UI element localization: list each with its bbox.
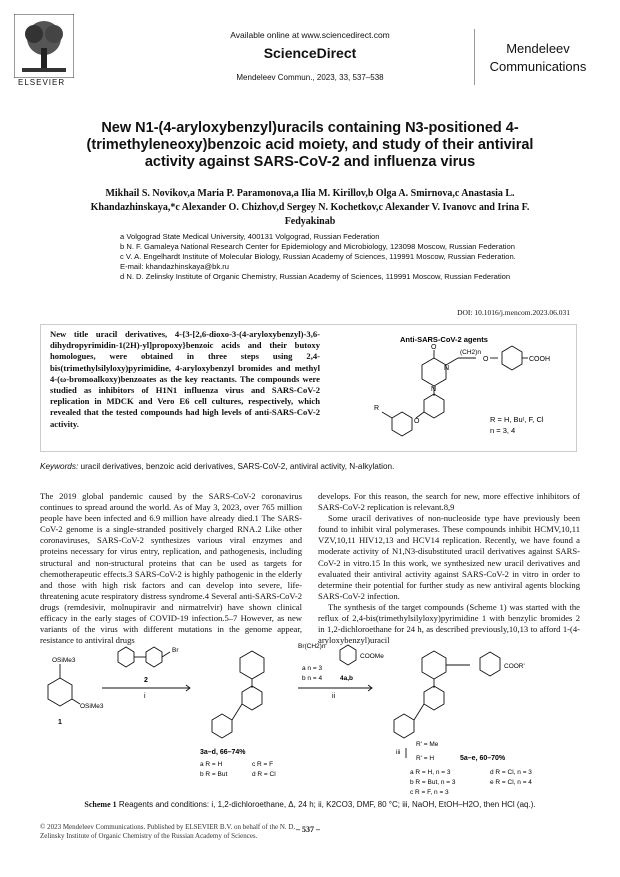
scheme-caption [40,800,580,809]
compound-5d: d R = Cl, n = 3 [490,769,532,776]
sciencedirect-logo-text: ScienceDirect [263,45,357,61]
compound-3a: a R = H [200,761,223,768]
journal-name-line2: Communications [489,59,587,74]
paragraph: The synthesis of the target compounds (Scheme 1) was started with the reflux of 2,4-bis(trimethylsilyloxy)pyrimidine 1 with benzylic bromides 2 in 1,2-dichloroethane for 24 h, as described previously,10,13 to afford 1-(4-aryloxybenzyl)uracil [318,601,580,646]
publisher-name: ELSEVIER [18,78,66,87]
reagent-4-ester: COOMe [360,653,384,660]
reagent-4-chain: Br(CH2)n [298,643,326,650]
keywords [40,462,580,471]
compound-3-label: 3a–d, 66–74% [200,749,246,756]
reagent-4-n3: a n = 3 [302,665,323,672]
compound-3b: b R = But [200,771,228,778]
step-i-label: i [144,693,146,700]
journal-name-line1: Mendeleev [506,41,570,56]
reagent-4-n4: b n = 4 [302,675,323,682]
affiliation-c: c V. A. Engelhardt Institute of Molecular Biology, Russian Academy of Sciences, 119991 Moscow, Russian Federation. E-mail: khandazhinskaya@bk.ru [120,252,516,271]
caption-label: Scheme 1 [84,800,117,809]
caption-text: Reagents and conditions: i, 1,2-dichloroethane, Δ, 24 h; ii, K2CO3, DMF, 80 °C; iii, NaOH, EtOH–H2O, then HCl (aq.). [118,800,536,809]
scheme-1-diagram [40,640,580,800]
r-prime-h: R' = H [416,755,435,762]
journal-citation: Mendeleev Commun., 2023, 33, 537–538 [236,73,384,82]
affiliation-d: d N. D. Zelinsky Institute of Organic Chemistry, Russian Academy of Sciences, 119991 Moscow, Russian Federation [120,272,511,281]
compound-2-label: 2 [144,677,148,684]
graphical-abstract-structure [330,330,570,445]
paragraph: Some uracil derivatives of non-nucleoside type have previously been found to inhibit viral polymerases. These compounds inhibit HCMV,10,11 VZV,10,11 HIV12,13 and HCV14 replication. Recently, we have found a moderate activity of N1,N3-disubstituted uracil derivatives against SARS-CoV-2 in vitro.15 In this work, we synthesized new uracil derivatives and evaluated their antiviral activity against SARS-CoV-2 in vitro in order to determine their potential for further study as new antiviral agents blocking SARS-CoV-2 infection. [318,513,580,601]
body-column-left: The 2019 global pandemic caused by the SARS-CoV-2 coronavirus continues to spread around the world. As of May 3, 2023, over 765 million people have been infected and 6.9 million have already died.1 The SARS-CoV-2 genome is a single-stranded positively charged RNA.2 Like other coronaviruses, SARS-CoV-2 synthesizes various viral enzymes and proteins necessary for virus entry, replication, and pathogenesis, including structural and non-structural proteins that can be used as targets for chemotherapeutic effects.3 SARS-CoV-2 is highly pathogenic in the elderly and those with high risk factors and can develop into severe, life-threatening acute respiratory distress syndrome.4 Several anti-SARS-CoV-2 drugs (remdesivir, molnupiravir and nirmatrelvir) have shown clinical efficacy in the early stages of COVID-19 infection.5–7 However, as new variants of the virus with different mutations in the genome appear, resistance to antiviral drugs [40,491,302,646]
compound-3d: d R = Cl [252,771,276,778]
affiliation-a: a Volgograd State Medical University, 400131 Volgograd, Russian Federation [120,232,380,241]
graphic-label: Anti-SARS-CoV-2 agents [400,335,488,344]
compound-5b: b R = But, n = 3 [410,779,456,786]
compound-1-label: 1 [58,719,62,726]
label-osime3-side: OSiMe3 [80,703,104,710]
step-ii-label: ii [332,693,336,700]
copyright-footer: © 2023 Mendeleev Communications. Published by ELSEVIER B.V. on behalf of the N. D. Zelinsky Institute of Organic Chemistry of the Russian Academy of Sciences. [40,823,296,840]
aryl-ether-o: O [414,418,420,425]
n1-atom: N [431,386,437,393]
affiliations [120,232,520,282]
page-number: – 537 – [296,825,320,834]
paragraph: develops. For this reason, the search for new, more effective inhibitors of SARS-CoV-2 replication is relevant.8,9 [318,491,580,513]
ester-coor: COOR' [504,663,525,670]
abstract-text: New title uracil derivatives, 4-{3-[2,6-dioxo-3-(4-aryloxybenzyl)-3,6-dihydropyrimidin-1(2H)-yl]propoxy}benzoic acids and their butoxy homologues, were obtained in three steps using 2,4-bis(trimethylsilyloxy)pyrimidine, 4-aryloxybenzyl bromides and methyl 4-(ω-bromoalkoxy)benzoates as the key reactants. The compounds were studied as inhibitors of H1N1 influenza virus and SARS-CoV-2 replication in MDCK and Vero E6 cell cultures, respectively, which revealed that the tested compounds had high levels of anti-SARS-CoV-2 activity. [50,329,320,429]
r-definition: R = H, Buᵗ, F, Cl [490,415,544,424]
journal-divider [474,29,595,85]
step-iii-label: iii [396,749,401,756]
r-prime-me: R' = Me [416,741,439,748]
n3-atom: N [444,365,450,372]
compound-3c: c R = F [252,761,274,768]
label-osime3-top: OSiMe3 [52,657,76,664]
compound-5-label: 5a–e, 60–70% [460,755,506,762]
keywords-list: uracil derivatives, benzoic acid derivatives, SARS-CoV-2, antiviral activity, N-alkylation. [80,462,395,471]
oxo-top: O [431,344,437,351]
compound-4-label: 4a,b [340,675,354,682]
acid-group: COOH [529,356,550,363]
compound-5c: c R = F, n = 3 [410,789,449,796]
ether-o: O [483,356,489,363]
body-column-right [318,491,580,646]
chain-label: (CH2)n [460,349,481,356]
affiliation-b: b N. F. Gamaleya National Research Center for Epidemiology and Microbiology, 123098 Moscow, Russian Federation [120,242,515,251]
available-online[interactable]: Available online at www.sciencedirect.com [230,30,390,40]
n-definition: n = 3, 4 [490,426,516,435]
article-title: New N1-(4-aryloxybenzyl)uracils containing N3-positioned 4-(trimethyleneoxy)benzoic acid moiety, and study of their antiviral activity against SARS-CoV-2 and influenza virus [86,120,534,170]
compound-5e: e R = Cl, n = 4 [490,779,532,786]
compound-5a: a R = H, n = 3 [410,769,451,776]
author-list: Mikhail S. Novikov,a Maria P. Paramonova,a Ilia M. Kirillov,b Olga A. Smirnova,c Anastasia L. Khandazhinskaya,*c Alexander O. Chizhov,d Sergey N. Kochetkov,c Alexander V. Ivanovc and Irina F. Fedyakinab [90,188,530,227]
doi[interactable]: DOI: 10.1016/j.mencom.2023.06.031 [457,308,570,317]
bromide-br: Br [172,647,179,654]
keywords-label: Keywords: [40,462,79,471]
r-group: R [374,405,380,412]
